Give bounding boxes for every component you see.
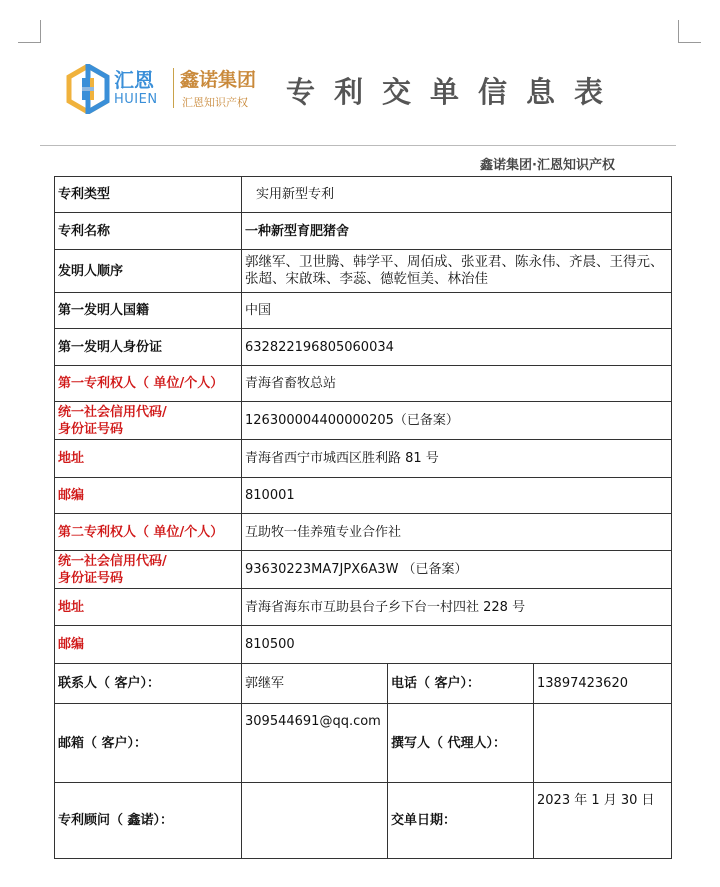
huien-logo-icon [66, 64, 110, 114]
value-patent-type: 实用新型专利 [242, 177, 672, 213]
label-credit-code-2-line2: 身份证号码 [58, 570, 124, 586]
value-zip-1: 810001 [242, 478, 672, 514]
logo-brand-en: HUIEN [114, 92, 158, 107]
table-row [55, 213, 672, 250]
table-row [55, 551, 672, 589]
label-address-1: 地址 [55, 440, 242, 478]
value-writer [534, 704, 672, 783]
label-id-card: 第一发明人身份证 [55, 329, 242, 366]
value-address-1: 青海省西宁市城西区胜利路 81 号 [242, 440, 672, 478]
table-row [55, 514, 672, 551]
value-contact: 郭继军 [242, 664, 388, 704]
label-zip-1: 邮编 [55, 478, 242, 514]
label-advisor: 专利顾问（ 鑫诺）： [55, 783, 242, 859]
value-nationality: 中国 [242, 293, 672, 329]
value-credit-code-1: 126300004400000205（已备案） [242, 402, 672, 440]
label-credit-code-1-line2: 身份证号码 [58, 421, 124, 437]
label-email: 邮箱（ 客户）： [55, 704, 242, 783]
table-row [55, 664, 672, 704]
value-email: 309544691@qq.com [242, 704, 388, 783]
label-inventors: 发明人顺序 [55, 250, 242, 293]
logo-group-name: 鑫诺集团 [180, 69, 257, 91]
table-row [55, 366, 672, 402]
table-row [55, 626, 672, 664]
logo-brand-cn: 汇恩 [114, 68, 154, 92]
label-patent-name: 专利名称 [55, 213, 242, 250]
label-credit-code-1-line1: 统一社会信用代码/ [58, 404, 167, 420]
corner-mark-top-left [18, 20, 41, 43]
value-second-holder: 互助牧一佳养殖专业合作社 [242, 514, 672, 551]
table-row [55, 250, 672, 293]
label-patent-type: 专利类型 [55, 177, 242, 213]
label-zip-2: 邮编 [55, 626, 242, 664]
table-row [55, 293, 672, 329]
table-row [55, 440, 672, 478]
patent-info-table [54, 176, 672, 859]
table-row [55, 402, 672, 440]
label-nationality: 第一发明人国籍 [55, 293, 242, 329]
value-patent-name: 一种新型育肥猪舍 [242, 213, 672, 250]
table-row [55, 589, 672, 626]
label-first-holder: 第一专利权人（ 单位/个人） [55, 366, 242, 402]
label-second-holder: 第二专利权人（ 单位/个人） [55, 514, 242, 551]
value-id-card: 632822196805060034 [242, 329, 672, 366]
value-phone: 13897423620 [534, 664, 672, 704]
table-row [55, 704, 672, 783]
table-row [55, 478, 672, 514]
company-logo [66, 62, 271, 118]
value-advisor [242, 783, 388, 859]
value-submit-date: 2023 年 1 月 30 日 [534, 783, 672, 859]
table-row [55, 329, 672, 366]
label-address-2: 地址 [55, 589, 242, 626]
table-row [55, 177, 672, 213]
logo-group-sub: 汇恩知识产权 [182, 96, 248, 109]
value-inventors: 郭继军、卫世腾、韩学平、周佰成、张亚君、陈永伟、齐晨、王得元、张超、宋啟珠、李蕊、德乾恒美、林治佳 [242, 250, 672, 293]
header-tagline: 鑫诺集团·汇恩知识产权 [480, 158, 615, 173]
logo-divider [173, 68, 174, 108]
label-submit-date: 交单日期： [388, 783, 534, 859]
corner-mark-top-right [678, 20, 701, 43]
value-first-holder: 青海省畜牧总站 [242, 366, 672, 402]
value-address-2: 青海省海东市互助县台子乡下台一村四社 228 号 [242, 589, 672, 626]
label-writer: 撰写人（ 代理人）： [388, 704, 534, 783]
label-credit-code-2-line1: 统一社会信用代码/ [58, 553, 167, 569]
label-credit-code-1 [55, 402, 242, 440]
table-row [55, 783, 672, 859]
value-zip-2: 810500 [242, 626, 672, 664]
label-contact: 联系人（ 客户）： [55, 664, 242, 704]
label-credit-code-2 [55, 551, 242, 589]
page-title: 专利交单信息表 [286, 75, 623, 109]
label-phone: 电话（ 客户）： [388, 664, 534, 704]
header-divider [40, 145, 676, 146]
value-credit-code-2: 93630223MA7JPX6A3W （已备案） [242, 551, 672, 589]
